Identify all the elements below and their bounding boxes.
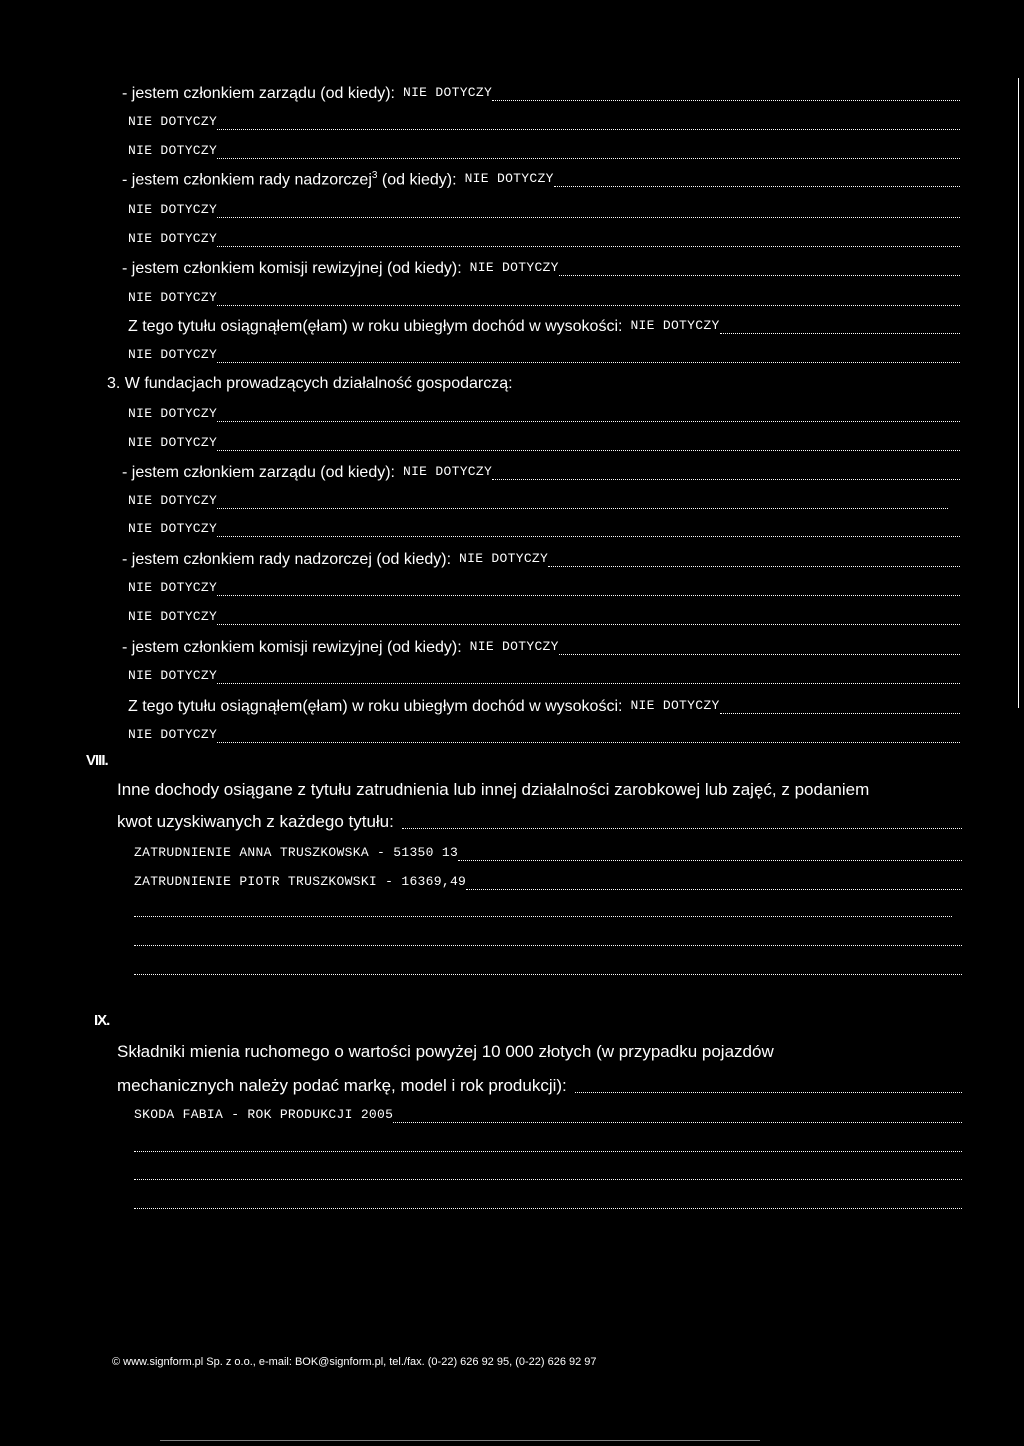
section-number-viii: VIII.: [86, 752, 108, 769]
supervisory-since-label: - jestem członkiem rady nadzorczej$^3$ (od kiedy):: [122, 169, 457, 188]
fill-line: [128, 575, 960, 599]
dotted-line: [217, 624, 960, 625]
dotted-line: [393, 1122, 962, 1123]
section-number-ix: IX.: [94, 1012, 110, 1029]
income-row-2: [128, 693, 960, 717]
board-since-label: - jestem członkiem zarządu (od kiedy):: [122, 85, 395, 102]
board-since-row: [122, 80, 960, 104]
board-detail-value[interactable]: NIE DOTYCZY: [128, 114, 218, 129]
audit-detail-value[interactable]: NIE DOTYCZY: [128, 290, 218, 305]
empty-fill-line: [134, 1131, 962, 1155]
dotted-line: [720, 713, 960, 714]
foundations-heading-row: [107, 370, 707, 394]
supervisory-detail-value[interactable]: NIE DOTYCZY: [128, 609, 218, 624]
board-detail-value[interactable]: NIE DOTYCZY: [128, 493, 218, 508]
supervisory-detail-value[interactable]: NIE DOTYCZY: [128, 202, 218, 217]
bottom-rule: [160, 1440, 760, 1441]
dotted-line: [217, 536, 960, 537]
dotted-line: [217, 508, 948, 509]
fill-line: [128, 109, 960, 133]
dotted-line[interactable]: [134, 1151, 962, 1152]
fill-line: [128, 197, 960, 221]
section-ix-text-2: mechanicznych należy podać markę, model i rok produkcji):: [117, 1076, 567, 1095]
asset-entry-value[interactable]: SKODA FABIA - ROK PRODUKCJI 2005: [134, 1107, 394, 1122]
income-entry-row: [134, 869, 962, 893]
income-entry-row: [134, 840, 962, 864]
fill-line: [128, 401, 960, 425]
empty-fill-line: [134, 1159, 962, 1183]
dotted-line[interactable]: [134, 1208, 962, 1209]
income-detail-value[interactable]: NIE DOTYCZY: [128, 727, 218, 742]
dotted-line: [548, 566, 960, 567]
dotted-line: [217, 129, 960, 130]
board-since-row-2: [122, 459, 960, 483]
dotted-line[interactable]: [134, 1179, 962, 1180]
footer-copyright: © www.signform.pl Sp. z o.o., e-mail: BOK@signform.pl, tel./fax. (0-22) 626 92 95, (0-22) 626 92 97: [112, 1356, 597, 1368]
supervisory-detail-value[interactable]: NIE DOTYCZY: [128, 580, 218, 595]
dotted-line: [217, 362, 960, 363]
dotted-line[interactable]: [134, 945, 962, 946]
dotted-line: [217, 595, 960, 596]
dotted-line: [217, 742, 960, 743]
section-viii-text-1: Inne dochody osiągane z tytułu zatrudnienia lub innej działalności zarobkowej lub zajęć, z podaniem: [117, 780, 870, 799]
dotted-line: [466, 889, 962, 890]
dotted-line[interactable]: [134, 974, 962, 975]
dotted-line: [575, 1092, 962, 1093]
audit-since-value[interactable]: NIE DOTYCZY: [469, 639, 559, 654]
foundation-name-value[interactable]: NIE DOTYCZY: [128, 406, 218, 421]
fill-line: [128, 516, 960, 540]
board-detail-value[interactable]: NIE DOTYCZY: [128, 143, 218, 158]
income-entry-value[interactable]: ZATRUDNIENIE PIOTR TRUSZKOWSKI - 16369,49: [134, 874, 467, 889]
audit-since-label: - jestem członkiem komisji rewizyjnej (od kiedy):: [122, 639, 462, 656]
income-entry-value[interactable]: ZATRUDNIENIE ANNA TRUSZKOWSKA - 51350 13: [134, 845, 459, 860]
audit-since-row-2: [122, 634, 960, 658]
fill-line: [128, 663, 960, 687]
fill-line: [128, 722, 960, 746]
supervisory-since-value[interactable]: NIE DOTYCZY: [459, 551, 549, 566]
dotted-line: [458, 860, 962, 861]
section-ix-text-1: Składniki mienia ruchomego o wartości powyżej 10 000 złotych (w przypadku pojazdów: [117, 1042, 774, 1061]
board-since-value[interactable]: NIE DOTYCZY: [402, 85, 493, 100]
fill-line: [128, 488, 948, 512]
asset-entry-row: [134, 1102, 962, 1126]
dotted-line: [217, 305, 960, 306]
section-ix-line-2: [117, 1072, 962, 1096]
income-label: Z tego tytułu osiągnąłem(ęłam) w roku ubiegłym dochód w wysokości:: [128, 698, 623, 715]
dotted-line: [720, 333, 960, 334]
dotted-line: [492, 479, 960, 480]
dotted-line: [492, 100, 960, 101]
supervisory-detail-value[interactable]: NIE DOTYCZY: [128, 231, 218, 246]
empty-fill-line: [134, 896, 952, 920]
dotted-line: [217, 217, 960, 218]
foundation-name-value[interactable]: NIE DOTYCZY: [128, 435, 218, 450]
dotted-line: [554, 186, 960, 187]
income-detail-value[interactable]: NIE DOTYCZY: [128, 347, 218, 362]
supervisory-since-value[interactable]: NIE DOTYCZY: [464, 171, 554, 186]
audit-since-label: - jestem członkiem komisji rewizyjnej (od kiedy):: [122, 260, 462, 277]
board-detail-value[interactable]: NIE DOTYCZY: [128, 521, 218, 536]
empty-fill-line: [134, 925, 962, 949]
audit-since-row: [122, 255, 960, 279]
supervisory-since-label: - jestem członkiem rady nadzorczej (od kiedy):: [122, 551, 452, 568]
income-label: Z tego tytułu osiągnąłem(ęłam) w roku ubiegłym dochód w wysokości:: [128, 318, 623, 335]
board-since-value[interactable]: NIE DOTYCZY: [402, 464, 493, 479]
dotted-line[interactable]: [134, 916, 952, 917]
dotted-line: [559, 275, 960, 276]
dotted-line: [217, 683, 960, 684]
income-row: [128, 313, 960, 337]
right-border: [1018, 78, 1019, 708]
dotted-line: [217, 246, 960, 247]
dotted-line: [217, 421, 960, 422]
fill-line: [128, 138, 960, 162]
income-value[interactable]: NIE DOTYCZY: [630, 318, 720, 333]
supervisory-since-row: [122, 166, 960, 190]
audit-detail-value[interactable]: NIE DOTYCZY: [128, 668, 218, 683]
dotted-line: [559, 654, 960, 655]
fill-line: [128, 430, 960, 454]
supervisory-since-row-2: [122, 546, 960, 570]
foundations-heading: 3. W fundacjach prowadzących działalność gospodarczą:: [107, 375, 513, 392]
footnote-marker: 3: [371, 169, 378, 181]
fill-line: [128, 226, 960, 250]
fill-line: [128, 604, 960, 628]
dotted-line: [402, 828, 962, 829]
section-viii-line-2: [117, 808, 962, 832]
section-viii-text-2: kwot uzyskiwanych z każdego tytułu:: [117, 812, 394, 831]
empty-fill-line: [134, 954, 962, 978]
board-since-label: - jestem członkiem zarządu (od kiedy):: [122, 464, 395, 481]
fill-line: [128, 285, 960, 309]
audit-since-value[interactable]: NIE DOTYCZY: [469, 260, 559, 275]
empty-fill-line: [134, 1188, 962, 1212]
income-value[interactable]: NIE DOTYCZY: [630, 698, 720, 713]
fill-line: [128, 342, 960, 366]
dotted-line: [217, 158, 960, 159]
dotted-line: [217, 450, 960, 451]
